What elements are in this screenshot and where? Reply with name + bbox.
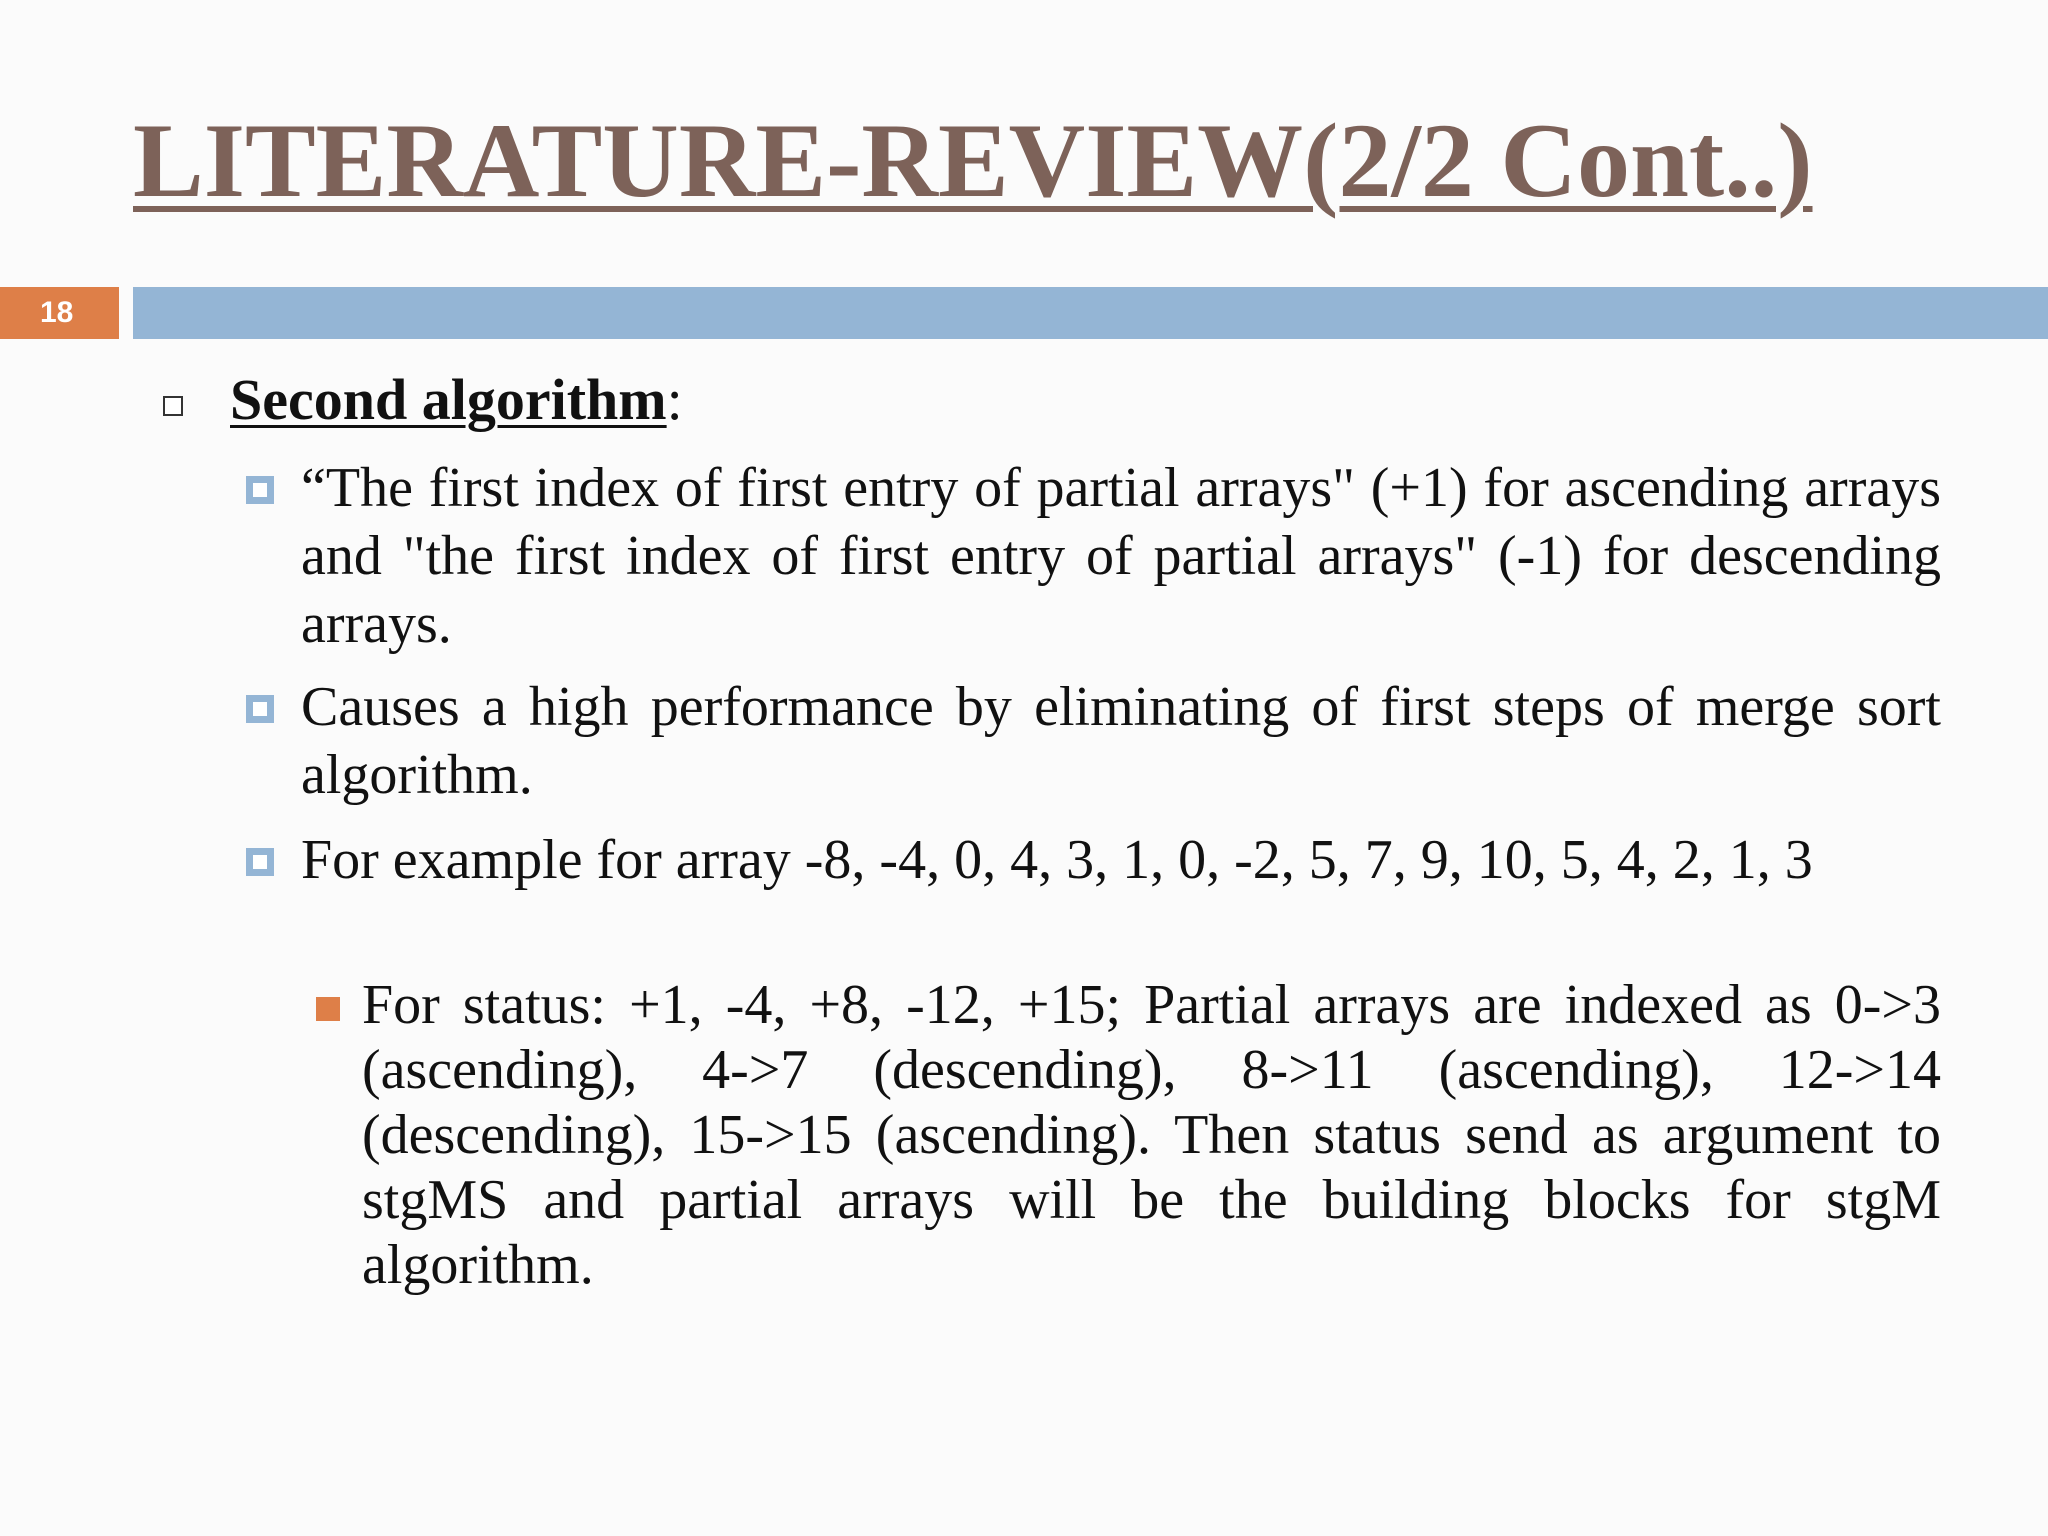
framed-square-bullet-icon <box>246 695 274 723</box>
bullet-item: Causes a high performance by eliminating of first steps of merge sort algorithm. <box>301 676 1941 806</box>
accent-bar <box>133 287 2048 339</box>
sub-bullet-item: For status: +1, -4, +8, -12, +15; Partial arrays are indexed as 0->3 (ascending), 4->7 (descending), 8->11 (ascending), 12->14 (descending), 15->15 (ascending). Then status send as argument to stgMS and partial arrays will be the building blocks for stgM algorithm. <box>362 974 1941 1296</box>
slide-number: 18 <box>0 287 119 339</box>
bullet-item: “The first index of first entry of partial arrays" (+1) for ascending arrays and "the first index of first entry of partial arrays" (-1) for descending arrays. <box>301 457 1941 655</box>
framed-square-bullet-icon <box>246 476 274 504</box>
slide-title: LITERATURE-REVIEW(2/2 Cont..) <box>133 102 1813 219</box>
filled-square-bullet-icon <box>316 997 340 1021</box>
hollow-square-bullet-icon <box>163 396 183 416</box>
section-heading <box>230 368 683 432</box>
bullet-item: For example for array -8, -4, 0, 4, 3, 1, 0, -2, 5, 7, 9, 10, 5, 4, 2, 1, 3 <box>301 829 1813 891</box>
section-heading-text: Second algorithm <box>230 367 667 432</box>
framed-square-bullet-icon <box>246 848 274 876</box>
section-heading-suffix: : <box>666 367 683 432</box>
